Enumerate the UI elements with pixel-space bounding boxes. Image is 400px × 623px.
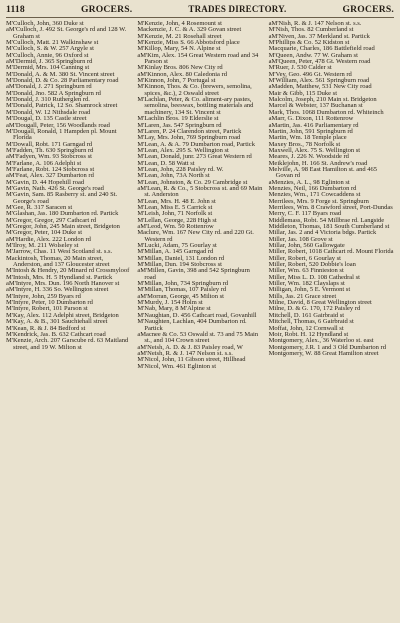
directory-entry: M'Kean, R. & J. 84 Bedford st [6, 324, 86, 332]
directory-entry: Merrilees, Wm. 8 Crawford street, Port-Dundas [268, 203, 393, 211]
directory-entry: Miller, Robert, 6 Gourlay st [268, 254, 341, 262]
directory-entry: M'Millan, Dun. 194 Stobcross st [137, 261, 222, 269]
directory-entry: M'Lachlan, Peter, & Co. aliment-ary pastes, semolina, beeswax, bottling materials and machinery, 134 St. Vincent st [137, 96, 254, 116]
directory-entry: M'Kendrick, Jas. B. 632 Cathcart road [6, 330, 106, 338]
directory-entry: Maclure, Wm. 167 New City rd. and 220 Gt. Western rd [137, 229, 254, 243]
directory-entry: Milligan, John, 5 E. Vermont st [268, 286, 351, 294]
directory-entry: M'Kinnon, Thos. & Co. (brewers, semolina, spices, &c.), 2 Oswald street [137, 83, 252, 97]
directory-entry: M'Kenzie, M. 21 Rosehall street [137, 32, 222, 40]
directory-entry: M'Lean, A. & A. 79 Dumbarton road, Partick [137, 140, 255, 148]
directory-entry: aMartin, Jas. 416 Parliamentary rd [268, 121, 359, 129]
directory-entry: M'Lean, Mrs. H. 48 E. John st [137, 197, 216, 205]
directory-column-2 [137, 21, 262, 370]
directory-entry: M'Phillips & Co. 52 Kidston st [268, 39, 350, 47]
directory-entry: Mackenzie, J. C. & A. 329 Govan street [137, 26, 242, 34]
directory-entry: Mills, Jas. 21 Grace street [268, 292, 337, 300]
directory-entry: M'Leish, John, 71 Norfolk st [137, 210, 213, 218]
directory-entry: Merry, C. F. 117 Byars road [268, 210, 342, 218]
directory-entry: Melville, A. 98 East Hamilton st. and 465 Govan rd [268, 165, 377, 180]
directory-entry: aM'Queen, Peter, 478 Gt. Western road [268, 58, 371, 66]
directory-entry: Miller, Miss L. D. 108 Cathedral st [268, 273, 360, 281]
directory-entry: M'Murdy, J. 154 Holm st [137, 299, 203, 307]
directory-entry: aMarr, G. Dixon, 111 Rottenrow [268, 115, 354, 123]
directory-entry: Mark, Thos. 1068 Dumbarton rd. Whiteinch [268, 108, 384, 116]
directory-entry: M'Naughten, Lachlan, 404 Dumbarton rd. Partick [137, 318, 247, 332]
directory-entry: aM'Feat, Alex. 327 Dumbarton rd [6, 172, 94, 180]
directory-entry: aMacnee & Co. 53 Oswald st. 73 and 75 Main st., and 104 Crown street [137, 330, 259, 345]
directory-entry: M'Intosh, Mrs. H. 5 Hyndland st. Partick [6, 273, 113, 281]
directory-entry: Middlemass, Robt. 54 Millbrae rd. Langside [268, 216, 385, 224]
directory-entry: M'Millan, Thomas, 107 Paisley rd [137, 286, 227, 294]
directory-entry: M'Dougall, Ronald, 1 Hampden pl. Mount Florida [6, 127, 117, 142]
directory-entry: M'Culloch, Annie, 96 Oxford st [6, 51, 89, 59]
directory-entry: aM'Neish, A. D. & J. 83 Paisley road, W [137, 343, 243, 351]
directory-entry: Menzies, Wm., 171 Cowcaddens st [268, 191, 361, 199]
directory-entry: aMenzies, A. L., 98 Eglinton st [268, 178, 350, 186]
directory-entry: M'Lean, Johnston, & Co. 29 Cambridge st [137, 178, 248, 186]
directory-entry: Malcolm, Joseph, 210 Main st. Bridgeton [268, 96, 377, 104]
directory-entry: Menzies, Neil, 166 Dumbarton rd [268, 184, 357, 192]
directory-entry: M'Millan, John, 734 Springburn rd [137, 280, 229, 288]
directory-entry: Moffat, John, 12 Cornwall st [268, 324, 344, 332]
directory-entry: Maxwell, Alex. 75 S. Wellington st [268, 146, 361, 154]
directory-entry: aM'Dermid, J. 365 Springburn rd [6, 58, 93, 66]
directory-entry: M'Jarrow, Chas. 11 West Scotland st. s.s. [6, 248, 113, 256]
directory-entry: M'Gregor, Peter, 104 Duke st [6, 229, 83, 237]
directory-entry: Montgomery, W. 88 Great Hamilton street [268, 349, 379, 357]
directory-entry: Miller, Robert, 520 Dobbie's loan [268, 261, 356, 269]
directory-entry: M'Kinnon, John, 7 Portugal st [137, 77, 216, 85]
directory-entry: M'Nicol, Wm. 461 Eglinton st [137, 362, 217, 370]
directory-entry: M'Gavin, D. 44 Hopehill road [6, 178, 85, 186]
directory-entry: M'Lucki, Adam, 75 Gourlay st [137, 242, 217, 250]
directory-entry: M'Ilroy, M. 211 Wolseley st [6, 242, 79, 250]
directory-entry: aMadden, Matthew, 531 New City road [268, 83, 372, 91]
directory-entry: M'Intyre, Peter, 10 Dumbarton rd [6, 299, 93, 307]
directory-entry: M'Gavin, Nath. 426 St. George's road [6, 184, 104, 192]
directory-entry: M'Gregor, John, 245 Main street, Bridgeton [6, 223, 120, 230]
directory-entry: M'Donald, Jno. 582 A Springburn rd [6, 89, 101, 97]
directory-entry: Martin, John, 591 Springburn rd [268, 127, 353, 135]
directory-entry: M'Ruer, J. 530 Calder st [268, 64, 332, 72]
directory-entry: Miller, Wm. 182 Clayslaps st [268, 280, 345, 288]
directory-entry: Miller, Robert, 1018 Cathcart rd. Mount Florida [268, 248, 394, 256]
directory-entry: Millar, Jas. 2 and 4 Victoria bdgs. Partick [268, 229, 377, 237]
directory-entry: M'Donald, W. 12 Nithsdale road [6, 108, 91, 116]
directory-entry: aM'Culloch, J. 492 St. George's rd and 128 W. Graham st [6, 26, 127, 40]
directory-entry: M'Kenzie, John, 4 Rosemount st [137, 20, 222, 27]
directory-entry: M'Donald, A. & M. 380 St. Vincent street [6, 70, 115, 78]
directory-entry: aM'Millen, Gavin, 398 and 542 Springburn road [137, 267, 250, 281]
directory-entry: Macquarie, Charles, 186 Battlefield road [268, 45, 375, 53]
directory-entry: Meiklejohn, H. 166 St. Andrew's road [268, 159, 368, 167]
directory-entry: M'Farlane, A. 106 Adelphi st [6, 159, 82, 167]
directory-entry: aM'Donald, J. 271 Springburn rd [6, 83, 92, 91]
directory-entry: M'Culloch, S. & W. 257 Argyle st [6, 45, 94, 53]
directory-entry: Miller, Jas. 108 Grove st [268, 235, 333, 243]
directory-entry: M'Dougal, D. 135 Castle street [6, 115, 87, 123]
directory-entry: aM'Kim, Alex. 154 Great Western road and 34 Parson st [137, 51, 259, 66]
directory-entry: M'Queen, Andw. 77 W. Graham st [268, 51, 358, 59]
directory-column-3 [269, 21, 394, 370]
directory-entry: M'Farlane, Robt. 124 Stobcross st [6, 165, 95, 173]
directory-entry: M'Glashan, Jas. 180 Dumbarton rd. Partick [6, 210, 119, 218]
directory-entry: M'Fadden, Th. 630 Springburn rd [6, 146, 94, 154]
directory-entry: Mitchell, Thomas, 6 Gairbraid st [268, 318, 354, 326]
directory-entry: M'Dermid, Mrs. 104 Canning st [6, 64, 90, 72]
directory-entry: M'Nish, Thos. 82 Cumberland st [268, 26, 354, 34]
directory-entry: aM'Neish, R. & J. 147 Nelson st. s.s. [137, 349, 233, 357]
directory-entry: M'Millan, Daniel, 131 London rd [137, 254, 225, 262]
directory-entry: Montgomery, Alex., 36 Waterloo st. east [268, 337, 374, 345]
directory-entry: M'Kay, Alex. 112 Adelphi street, Bridgeton [6, 311, 119, 319]
directory-entry: M'Millan, A. 145 Garngad rd [137, 248, 214, 256]
directory-entry: M'Nicol, John, 11 Gibson street, Hillhead [137, 356, 246, 364]
directory-entry: M'Lean, Miss E. 5 Carrick st [137, 203, 213, 211]
directory-entry: Merrilees, Mrs. 9 Forge st. Springburn [268, 197, 369, 205]
directory-entry: aM'Morran, George, 45 Milton st [137, 292, 224, 300]
directory-entry: aM'Lean, R. & Co., 5 Stobcross st. and 69 Main st. Anderston [137, 184, 263, 199]
directory-entry: aM'Hardie, Alex. 222 London rd [6, 235, 91, 243]
directory-entry: M'Intosh & Hendry, 20 Minard rd Crossmyloof [6, 267, 130, 275]
directory-entry: M'Gregor, Gregor, 297 Cathcart rd [6, 216, 97, 224]
directory-entry: Meares, J. 226 N. Woodside rd [268, 153, 349, 161]
directory-entry: M'Donald, D. & Co. 28 Parliamentary road [6, 77, 119, 85]
directory-entry: M'Kinlay Bros. 806 New City rd [137, 64, 223, 72]
directory-entry: M'Killop, Mary, 54 N. Alpine st [137, 45, 221, 53]
directory-entry: M'Gee, R. 317 Saracen st [6, 203, 73, 211]
directory-entry: aM'Leod, Wm. 50 Rottenrow [137, 223, 214, 230]
directory-entry: M'Lellan, George, 228 High st [137, 216, 217, 224]
page-number: 1118 [6, 4, 25, 15]
directory-entry: M'Kenzie, Arch. 207 Garscube rd. 63 Maitland street, and 19 W. Milton st [6, 337, 129, 351]
page-header [6, 4, 394, 18]
directory-entry: M'Lean, John, 73A North st [137, 172, 210, 180]
directory-entry: aM'Kinnon, Alex. 80 Caledonia rd [137, 70, 227, 78]
directory-entry: M'Lean, D. 58 Watt st [137, 159, 195, 167]
directory-columns [6, 21, 394, 370]
directory-entry: M'Donald, J. 310 Rutherglen rd. [6, 96, 90, 104]
directory-entry: M'Vey, Geo. 496 Gt. Western rd [268, 70, 352, 78]
directory-entry: M'Laren, Jas. 547 Springburn rd [137, 121, 222, 129]
directory-entry: M'Kay, A. & B., 301 Sauchiehall street [6, 318, 108, 326]
directory-entry: M'Gavin, Sam. 85 Rasberry st. and 240 St. George's road [6, 191, 118, 205]
directory-entry: M'Laren, P. 24 Clarendon street, Partick [137, 127, 242, 135]
directory-entry: aM'Intyre, Mrs. Dun. 196 North Hanover st [6, 280, 120, 288]
directory-entry: M'Lachlin Bros. 19 Elderslie st [137, 115, 219, 123]
directory-entry: M'Donald, Patrick, 12 So. Shamrock street [6, 102, 118, 110]
directory-entry: Middleton, Thomas, 181 South Cumberland st [268, 223, 390, 230]
directory-entry: M'Culloch, Matt. 21 Walkinshaw st [6, 39, 99, 47]
directory-entry: M'Lay, Mrs. John, 769 Springburn road [137, 134, 241, 142]
right-heading: GROCERS. [342, 4, 394, 15]
directory-entry: Millar, John, 560 Gallowgate [268, 242, 345, 250]
directory-entry: Mackintosh, Thomas, 20 Main street, Anderston, and 137 Gloucester street [6, 254, 110, 269]
directory-entry: M'William, Alex. 561 Springburn road [268, 77, 370, 85]
directory-entry: Maxey Bros., 78 Norfolk st [268, 140, 341, 148]
page-title: TRADES DIRECTORY. [188, 4, 287, 14]
directory-entry: Milne, D. & G. 170, 172 Paisley rd [268, 305, 361, 313]
directory-entry: Marcel & Webster, 137 Buchanan st [268, 102, 363, 110]
directory-entry: M'Naughtan, D. 456 Cathcart road, Govanhill [137, 311, 257, 319]
directory-entry: aM'Dougall, Peter, 156 Woodlands road [6, 121, 110, 129]
directory-entry: M'Lean, Alex. 295 S. Wellington st [137, 146, 229, 154]
directory-entry: Montgomery, J.R. 1 and 3 Old Dumbarton rd [268, 343, 386, 351]
directory-entry: M'Kenzie, Miss S. 66 Abbotsford place [137, 39, 240, 47]
directory-entry: Martin, Wm. 18 Temple place [268, 134, 347, 142]
directory-entry: Mair & Gibb, 115 Duke st [268, 89, 338, 97]
directory-entry: Mitchell, D. 161 Gairbraid st [268, 311, 345, 319]
directory-column-1 [6, 21, 131, 370]
directory-entry: aM'Nish, R. & J. 147 Nelson st. s.s. [268, 20, 362, 27]
directory-entry: M'Culloch, John, 360 Duke st [6, 20, 84, 27]
left-heading: GROCERS. [80, 4, 133, 15]
directory-entry: Miller, Wm. 63 Finnieston st [268, 267, 344, 275]
directory-entry: M'Lean, Donald, junr. 273 Great Western rd [137, 153, 252, 161]
directory-entry: aM'Intyre, H. 336 So. Wellington street [6, 286, 109, 294]
directory-entry: M'Dowall, Robt. 171 Garngad rd [6, 140, 93, 148]
directory-entry: M'Intyre, John, 259 Byars rd [6, 292, 81, 300]
directory-entry: Milne, David, 8 Great Wellington street [268, 299, 372, 307]
directory-entry: M'Lean, John, 228 Paisley rd. W. [137, 165, 224, 173]
directory-entry: M'Nab, Mary, 8 M'Alpine st [137, 305, 211, 313]
directory-entry: Moir, Robt. H. 12 Hyndland st [268, 330, 349, 338]
directory-entry: M'Intyre, Robert, 101 Parson st [6, 305, 88, 313]
directory-entry: aM'Fadyen, Wm. 93 Stobcross st [6, 153, 92, 161]
directory-entry: aM'Niven, Jas. 37 Merkland st. Partick [268, 32, 370, 40]
